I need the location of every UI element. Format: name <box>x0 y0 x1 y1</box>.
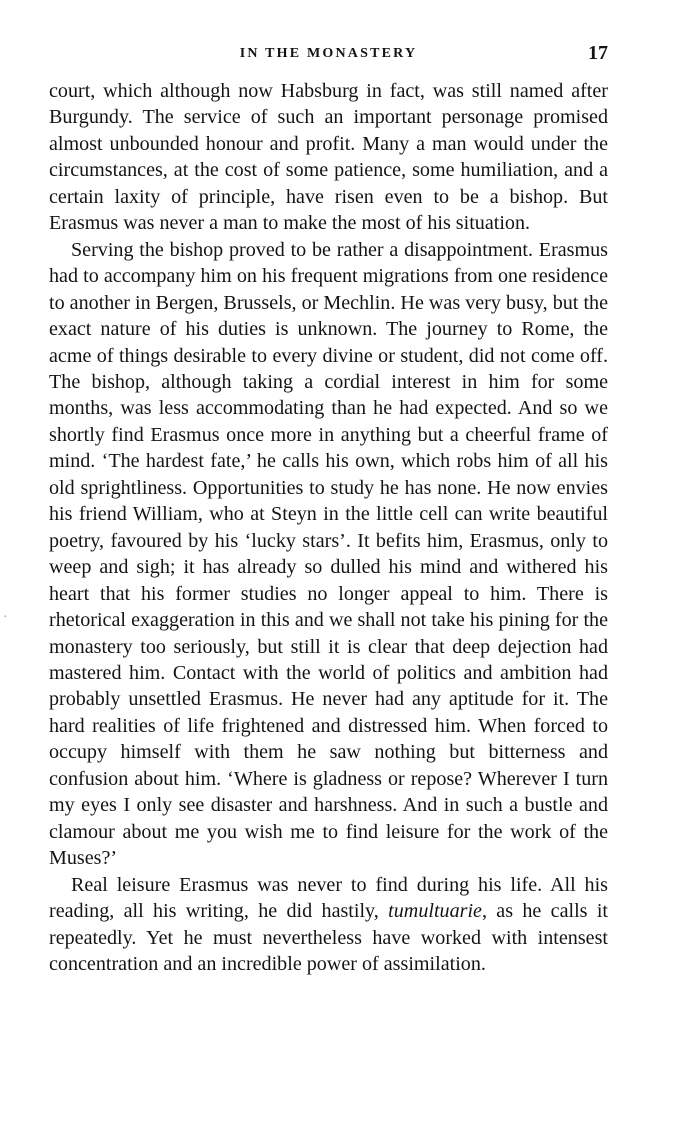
page-number: 17 <box>588 42 608 64</box>
paragraph-3 <box>49 872 608 978</box>
body-text <box>49 78 608 977</box>
paragraph-3-end: , as he calls it repeatedly. Yet he must nevertheless have worked with intensest concentration and an incredible power of assimilation. <box>49 900 609 975</box>
book-page <box>49 40 608 977</box>
margin-mark: · <box>3 610 8 625</box>
paragraph-2: Serving the bishop proved to be rather a disappointment. Erasmus had to accompany him on his frequent migrations from one residence to another in Bergen, Brussels, or Mechlin. He was very busy, but the exact nature of his duties is unknown. The journey to Rome, the acme of things desirable to every divine or student, did not come off. The bishop, although taking a cordial interest in him for some months, was less accommodating than he had expected. And so we shortly find Erasmus once more in anything but a cheerful frame of mind. ‘The hardest fate,’ he calls his own, which robs him of all his old sprightliness. Opportunities to study he has none. He now envies his friend William, who at Steyn in the little cell can write beautiful poetry, favoured by his ‘lucky stars’. It befits him, Erasmus, only to weep and sigh; it has already so dulled his mind and withered his heart that his former studies no longer appeal to him. There is rhetorical exaggeration in this and we shall not take his pining for the monastery too seriously, but still it is clear that deep dejection had mastered him. Contact with the world of politics and ambition had probably unsettled Erasmus. He never had any aptitude for it. The hard realities of life frightened and distressed him. When forced to occupy himself with them he saw nothing but bitterness and confusion about him. ‘Where is gladness or repose? Wherever I turn my eyes I only see disaster and harshness. And in such a bustle and clamour about me you wish me to find leisure for the work of the Muses?’ <box>49 238 608 870</box>
italic-term: tumultuarie <box>388 900 482 923</box>
running-head <box>49 40 608 70</box>
paragraph-1: court, which although now Habsburg in fact, was still named after Burgundy. The service of such an important personage promised almost unbounded honour and profit. Many a man would under the circumstances, at the cost of some patience, some humiliation, and a certain laxity of principle, have risen even to be a bishop. But Erasmus was never a man to make the most of his situation. <box>49 80 608 235</box>
paragraph-3-start: Real leisure Erasmus was never to find during his life. All his reading, all his writing, he did hastily, <box>49 873 608 923</box>
running-title: IN THE MONASTERY <box>239 46 418 61</box>
